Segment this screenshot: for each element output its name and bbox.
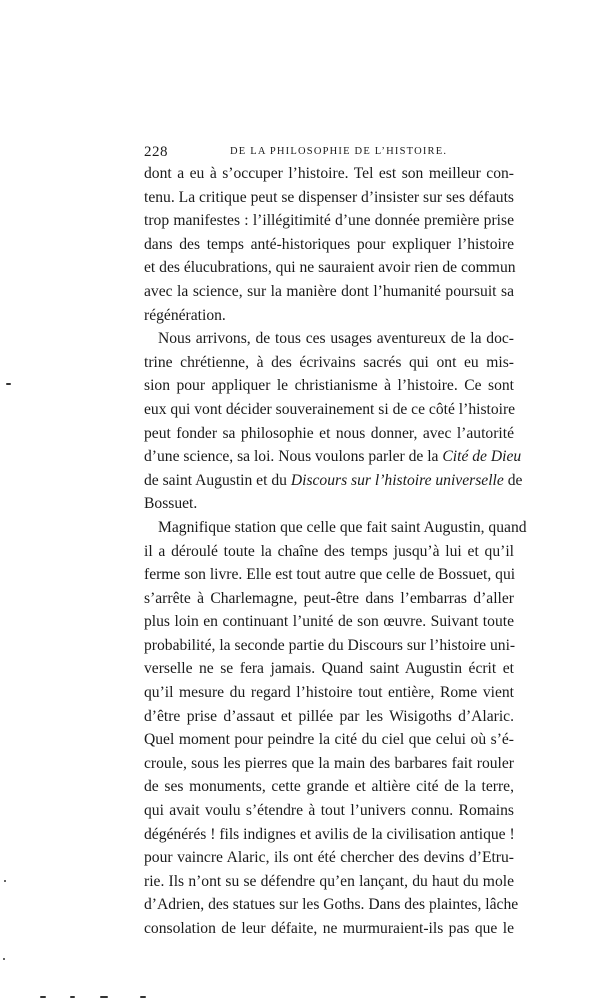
text-line-with-italic xyxy=(144,469,523,493)
text-line: qu’il mesure du regard l’histoire tout entière, Rome vient xyxy=(144,684,514,702)
text-line: et des élucubrations, qui ne sauraient avoir rien de commun xyxy=(144,259,516,277)
text-line: avec la science, sur la manière dont l’humanité poursuit sa xyxy=(144,282,514,300)
text-line: régénération. xyxy=(144,306,226,324)
scan-speck xyxy=(40,996,46,998)
scan-speck xyxy=(3,958,5,960)
text-line: ferme son livre. Elle est tout autre que celle de Bossuet, qui xyxy=(144,566,516,584)
scan-speck xyxy=(140,996,146,998)
text-line: dont a eu à s’occuper l’histoire. Tel est son meilleur con- xyxy=(144,165,514,182)
body-text xyxy=(144,162,527,941)
text-line: de ses monuments, cette grande et altière cité de la terre, xyxy=(144,778,514,796)
text-line: trine chrétienne, à des écrivains sacrés qui ont eu mis- xyxy=(144,353,514,371)
text-line: pour vaincre Alaric, ils ont été chercher des devins d’Etru- xyxy=(144,849,514,867)
text-line-with-italic xyxy=(144,445,522,469)
text-line: consolation de leur défaite, ne murmuraient-ils pas que le xyxy=(144,920,514,937)
text-line: Magnifique station que celle que fait saint Augustin, quand xyxy=(158,518,527,536)
running-title: DE LA PHILOSOPHIE DE L’HISTOIRE. xyxy=(230,146,448,157)
text-line: il a déroulé toute la chaîne des temps jusqu’à lui et qu’il xyxy=(144,542,514,560)
text-line: rie. Ils n’ont su se défendre qu’en lançant, du haut du mole xyxy=(144,872,514,890)
text-line: probabilité, la seconde partie du Discours sur l’histoire uni- xyxy=(144,636,516,654)
text-line: d’Adrien, des statues sur les Goths. Dans des plaintes, lâche xyxy=(144,896,519,914)
text-line: tenu. La critique peut se dispenser d’insister sur ses défauts xyxy=(144,188,514,206)
text-line: Bossuet. xyxy=(144,495,198,513)
scan-speck xyxy=(70,996,75,998)
paragraph-1 xyxy=(144,162,514,327)
paragraph-2 xyxy=(144,327,523,516)
text-line: verselle ne se fera jamais. Quand saint Augustin écrit et xyxy=(144,660,514,678)
text-run: de saint Augustin et du xyxy=(144,471,287,489)
text-line: dans des temps anté-historiques pour expliquer l’histoire xyxy=(144,235,514,253)
italic-title-discours: Discours sur l’histoire universelle xyxy=(290,471,504,489)
scan-speck xyxy=(4,880,6,882)
text-line: plus loin en continuant l’unité de son œuvre. Suivant toute xyxy=(144,613,514,631)
text-run: de xyxy=(507,471,523,489)
running-head xyxy=(144,144,514,162)
text-line: Quel moment pour peindre la cité du ciel que celui où s’é- xyxy=(144,731,514,749)
scan-speck xyxy=(100,996,108,998)
text-line: s’arrête à Charlemagne, peut-être dans l’embarras d’aller xyxy=(144,589,514,607)
scan-edge-marks xyxy=(0,994,260,1000)
paragraph-3 xyxy=(144,516,527,941)
italic-title-cite-de-dieu: Cité de Dieu xyxy=(442,448,522,466)
text-line: d’être prise d’assaut et pillée par les Wisigoths d’Alaric. xyxy=(144,707,514,725)
text-line: eux qui vont décider souverainement si de ce côté l’histoire xyxy=(144,400,516,418)
text-line: dégénérés ! fils indignes et avilis de la civilisation antique ! xyxy=(144,825,515,843)
text-line: trop manifestes : l’illégitimité d’une donnée première prise xyxy=(144,212,514,230)
page-number: 228 xyxy=(144,144,168,160)
text-line: qui avait voulu s’étendre à tout l’univers connu. Romains xyxy=(144,802,514,820)
text-line: sion pour appliquer le christianisme à l’histoire. Ce sont xyxy=(144,377,514,395)
text-run: d’une science, sa loi. Nous voulons parler de la xyxy=(144,448,439,466)
text-line: Nous arrivons, de tous ces usages aventureux de la doc- xyxy=(158,330,514,348)
scan-speck xyxy=(6,383,11,385)
text-line: peut fonder sa philosophie et nous donner, avec l’autorité xyxy=(144,424,514,442)
text-line: croule, sous les pierres que la main des barbares fait rouler xyxy=(144,754,514,772)
